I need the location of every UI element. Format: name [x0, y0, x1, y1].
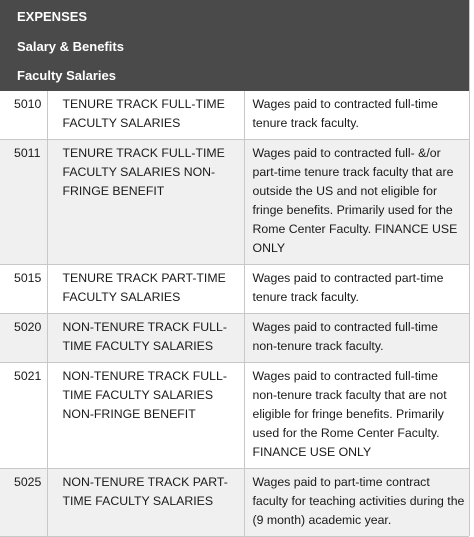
account-name: NON-TENURE TRACK FULL-TIME FACULTY SALARIES — [47, 314, 244, 363]
account-name: TENURE TRACK FULL-TIME FACULTY SALARIES NON-FRINGE BENEFIT — [47, 140, 244, 265]
section-title: Salary & Benefits — [17, 39, 124, 54]
account-code: 5010 — [0, 91, 47, 140]
account-code: 5015 — [0, 265, 47, 314]
account-name: TENURE TRACK PART-TIME FACULTY SALARIES — [47, 265, 244, 314]
account-code: 5025 — [0, 469, 47, 537]
account-description: Wages paid to contracted full- &/or part-time tenure track faculty that are outside the US and not eligible for fringe benefits. Primarily used for the Rome Center Faculty. FINANCE USE ONLY — [244, 140, 469, 265]
table-row — [0, 363, 469, 469]
account-code: 5020 — [0, 314, 47, 363]
table-row — [0, 314, 469, 363]
expense-codes-table — [0, 91, 469, 537]
expenses-header — [0, 0, 469, 33]
table-row — [0, 140, 469, 265]
account-description: Wages paid to part-time contract faculty for teaching activities during the (9 month) academic year. — [244, 469, 469, 537]
account-description: Wages paid to contracted full-time non-tenure track faculty. — [244, 314, 469, 363]
faculty-salaries-header — [0, 60, 469, 91]
account-name: NON-TENURE TRACK FULL-TIME FACULTY SALARIES NON-FRINGE BENEFIT — [47, 363, 244, 469]
table-row — [0, 91, 469, 140]
account-name: NON-TENURE TRACK PART-TIME FACULTY SALARIES — [47, 469, 244, 537]
account-description: Wages paid to contracted part-time tenure track faculty. — [244, 265, 469, 314]
table-row — [0, 265, 469, 314]
salary-benefits-header — [0, 33, 469, 60]
subsection-title: Faculty Salaries — [17, 68, 116, 83]
expenses-title: EXPENSES — [17, 9, 88, 24]
account-code: 5011 — [0, 140, 47, 265]
account-description: Wages paid to contracted full-time non-tenure track faculty that are not eligible for fringe benefits. Primarily used for the Rome Center Faculty. FINANCE USE ONLY — [244, 363, 469, 469]
account-code: 5021 — [0, 363, 47, 469]
table-row — [0, 469, 469, 537]
account-description: Wages paid to contracted full-time tenure track faculty. — [244, 91, 469, 140]
account-name: TENURE TRACK FULL-TIME FACULTY SALARIES — [47, 91, 244, 140]
